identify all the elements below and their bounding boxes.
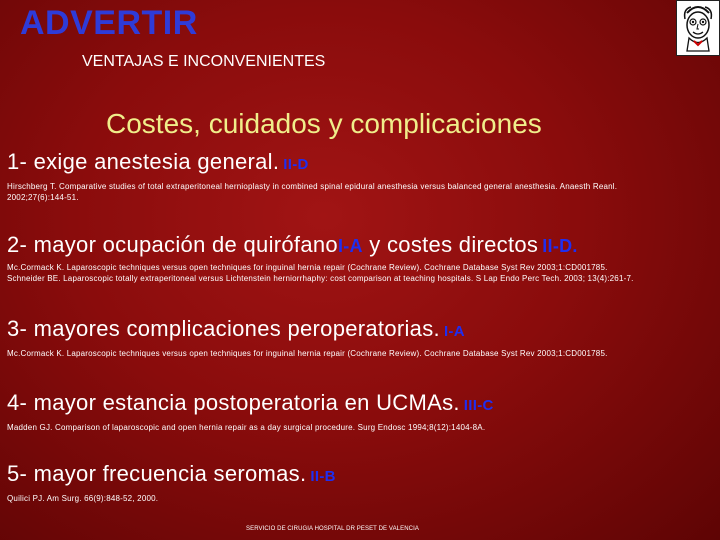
list-item — [7, 461, 336, 504]
item-heading — [7, 232, 634, 258]
section-title: Costes, cuidados y complicaciones — [106, 108, 542, 139]
reference-line: 2002;27(6):144-51. — [7, 193, 79, 202]
item-heading-text: 2- mayor ocupación de quirófano — [7, 232, 338, 257]
cartoon-face-logo-icon — [676, 0, 720, 56]
reference-line: Hirschberg T. Comparative studies of total extraperitoneal hernioplasty in combined spinal epidural anesthesia versus balanced general anesthesia. Anaesth Reanl. — [7, 182, 618, 191]
reference-text — [7, 181, 617, 203]
reference-text — [7, 422, 494, 433]
item-heading-text: y costes directos — [362, 232, 539, 257]
item-heading — [7, 316, 608, 342]
reference-line: Mc.Cormack K. Laparoscopic techniques versus open techniques for inguinal hernia repair (Cochrane Review). Cochrane Database Syst Rev 2003;1:CD001785. — [7, 349, 608, 358]
list-item — [7, 390, 494, 433]
footer-text: SERVICIO DE CIRUGIA HOSPITAL DR PESET DE VALENCIA — [246, 526, 419, 532]
item-heading — [7, 461, 336, 487]
evidence-grade-badge: II-B — [310, 468, 336, 485]
item-heading-text: 3- mayores complicaciones peroperatorias. — [7, 316, 440, 341]
item-heading-text: 1- exige anestesia general. — [7, 149, 280, 174]
evidence-grade-badge: III-C — [463, 397, 494, 414]
item-heading-text: 5- mayor frecuencia seromas. — [7, 461, 307, 486]
reference-line: Schneider BE. Laparoscopic totally extraperitoneal versus Lichtenstein herniorrhaphy: cost comparison at teaching hospitals. S Lap Endo Perc Tech. 2003; 13(4):261-7. — [7, 274, 634, 283]
item-heading — [7, 390, 494, 416]
list-item — [7, 316, 608, 359]
reference-line: Mc.Cormack K. Laparoscopic techniques versus open techniques for inguinal hernia repair (Cochrane Review). Cochrane Database Syst Rev 2003;1:CD001785. — [7, 263, 608, 272]
reference-line: Madden GJ. Comparison of laparoscopic and open hernia repair as a day surgical procedure. Surg Endosc 1994;8(12):1404-8A. — [7, 423, 486, 432]
reference-text — [7, 493, 336, 504]
item-heading — [7, 149, 617, 175]
evidence-grade-badge: I-A — [443, 323, 465, 340]
item-heading-text: 4- mayor estancia postoperatoria en UCMAs. — [7, 390, 460, 415]
slide-title: ADVERTIR — [20, 4, 198, 42]
list-item — [7, 232, 634, 284]
reference-text — [7, 348, 608, 359]
evidence-grade-badge: I-A — [337, 236, 363, 256]
evidence-grade-badge: II-D — [283, 156, 309, 173]
slide-subtitle: VENTAJAS E INCONVENIENTES — [82, 53, 326, 70]
reference-line: Quilici PJ. Am Surg. 66(9):848-52, 2000. — [7, 494, 159, 503]
list-item — [7, 149, 617, 203]
reference-text — [7, 262, 634, 284]
evidence-grade-badge: II-D. — [542, 236, 578, 256]
